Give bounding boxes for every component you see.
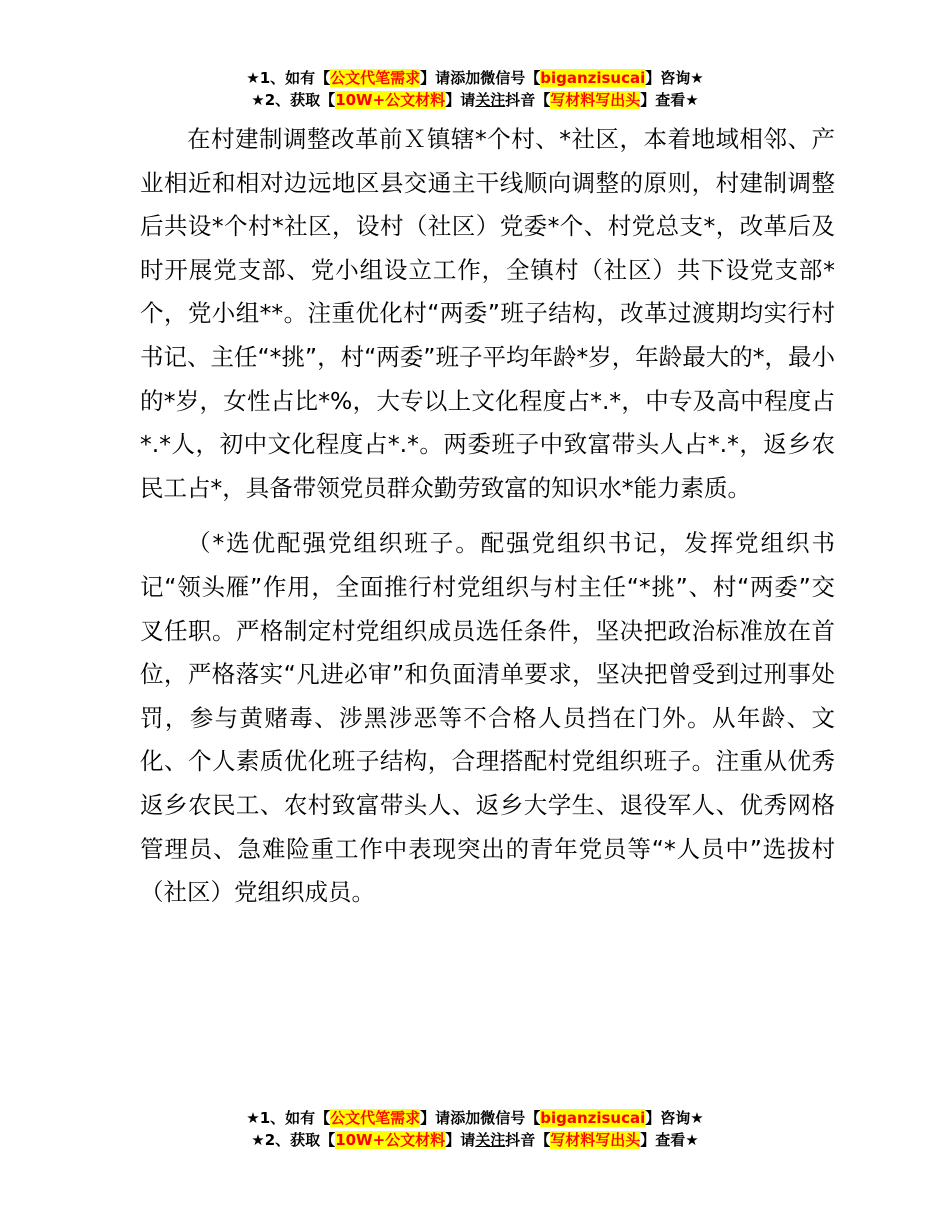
banner-line-1-emph: 添加 xyxy=(450,69,481,87)
banner-line-1-highlight-wechat-id: biganzisucai xyxy=(540,69,646,87)
banner-line-1 xyxy=(0,67,950,89)
footer-line-2 xyxy=(0,1129,950,1151)
footer-line-1-suffix: 】咨询★ xyxy=(645,1109,704,1127)
banner-line-1-prefix: ★1、如有【 xyxy=(246,69,331,87)
footer-line-1-emph: 添加 xyxy=(450,1109,481,1127)
banner-line-1-mid: 】请 xyxy=(420,69,451,87)
footer-line-1-prefix: ★1、如有【 xyxy=(246,1109,331,1127)
banner-line-2-emph: 关注 xyxy=(475,91,506,109)
footer-line-1-mid2: 微信号【 xyxy=(480,1109,541,1127)
footer-line-1-mid: 】请 xyxy=(420,1109,451,1127)
body-paragraph-1: 在村建制调整改革前Ｘ镇辖*个村、*社区，本着地域相邻、产业相近和相对边远地区县交通主干线顺向调整的原则，村建制调整后共设*个村*社区，设村（社区）党委*个、村党总支*，改革后及时开展党支部、党小组设立工作，全镇村（社区）共下设党支部*个，党小组**。注重优化村“两委”班子结构，改革过渡期均实行村书记、主任“*挑”，村“两委”班子平均年龄*岁，年龄最大的*，最小的*岁，女性占比*%，大专以上文化程度占*.*，中专及高中程度占*.*人，初中文化程度占*.*。两委班子中致富带头人占*.*，返乡农民工占*，具备带领党员群众勤劳致富的知识水*能力素质。 xyxy=(140,125,835,502)
banner-line-2-prefix: ★2、获取【 xyxy=(251,91,336,109)
body-paragraph-2: （*选优配强党组织班子。配强党组织书记，发挥党组织书记“领头雁”作用，全面推行村党组织与村主任“*挑”、村“两委”交叉任职。严格制定村党组织成员选任条件，坚决把政治标准放在首位，严格落实“凡进必审”和负面清单要求，坚决把曾受到过刑事处罚，参与黄赌毒、涉黑涉恶等不合格人员挡在门外。从年龄、文化、个人素质优化班子结构，合理搭配村党组织班子。注重从优秀返乡农民工、农村致富带头人、返乡大学生、退役军人、优秀网格管理员、急难险重工作中表现突出的青年党员等“*人员中”选拔村（社区）党组织成员。 xyxy=(140,529,835,907)
footer-line-1-highlight-wechat-id: biganzisucai xyxy=(540,1109,646,1127)
banner-line-2-mid2: 抖音【 xyxy=(505,91,551,109)
banner-line-2-highlight-materials: 10W+公文材料 xyxy=(335,91,446,109)
footer-line-2-suffix: 】查看★ xyxy=(640,1131,699,1149)
banner-line-1-highlight-service: 公文代笔需求 xyxy=(330,69,421,87)
banner-line-2-mid: 】请 xyxy=(445,91,476,109)
footer-line-2-highlight-materials: 10W+公文材料 xyxy=(335,1131,446,1149)
footer-line-2-prefix: ★2、获取【 xyxy=(251,1131,336,1149)
footer-line-2-mid: 】请 xyxy=(445,1131,476,1149)
footer-line-2-emph: 关注 xyxy=(475,1131,506,1149)
banner-line-2-suffix: 】查看★ xyxy=(640,91,699,109)
footer-banner xyxy=(0,1107,950,1151)
banner-line-2 xyxy=(0,89,950,111)
footer-line-2-highlight-douyin: 写材料写出头 xyxy=(550,1131,641,1149)
banner-line-1-mid2: 微信号【 xyxy=(480,69,541,87)
footer-line-1-highlight-service: 公文代笔需求 xyxy=(330,1109,421,1127)
banner-line-2-highlight-douyin: 写材料写出头 xyxy=(550,91,641,109)
document-body xyxy=(140,118,835,915)
footer-line-2-mid2: 抖音【 xyxy=(505,1131,551,1149)
header-banner xyxy=(0,67,950,111)
banner-line-1-suffix: 】咨询★ xyxy=(645,69,704,87)
footer-line-1 xyxy=(0,1107,950,1129)
